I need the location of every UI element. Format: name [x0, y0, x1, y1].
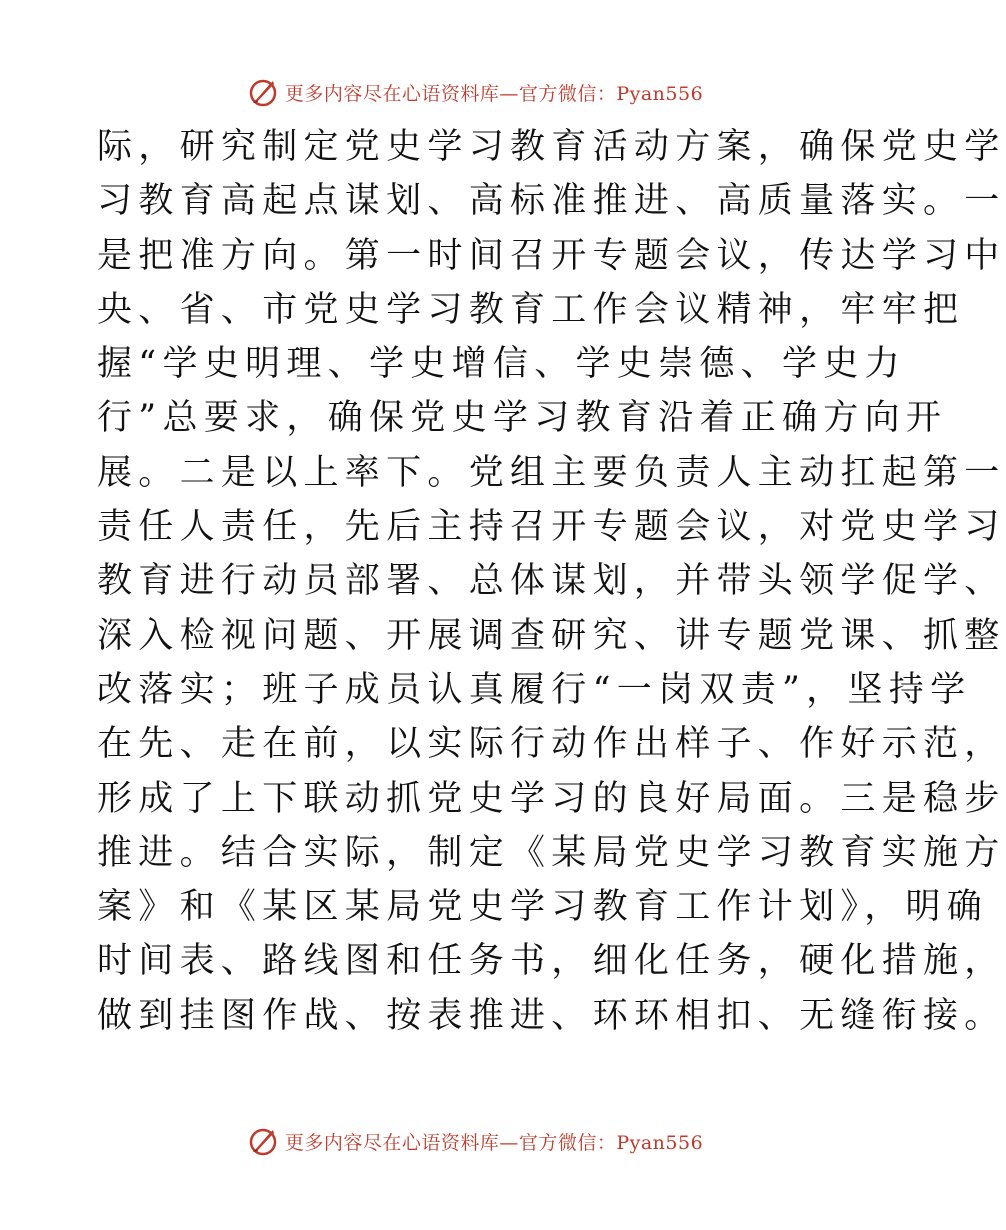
body-line: 习教育高起点谋划、高标准推进、高质量落实。一: [97, 181, 1006, 222]
body-line: 央、省、市党史学习教育工作会议精神，牢牢把: [97, 289, 965, 330]
document-body: [97, 120, 1006, 1043]
body-line: 是把准方向。第一时间召开专题会议，传达学习中: [97, 235, 1006, 276]
body-line: 展。二是以上率下。党组主要负责人主动扛起第一: [97, 452, 1006, 493]
body-line: 在先、走在前，以实际行动作出样子、作好示范，: [97, 724, 1006, 765]
body-line: 形成了上下联动抓党史学习的良好局面。三是稳步: [97, 778, 1006, 819]
body-line: 推进。结合实际，制定《某局党史学习教育实施方: [97, 832, 1006, 873]
body-line: 深入检视问题、开展调查研究、讲专题党课、抓整: [97, 615, 1006, 656]
body-line: 案》和《某区某局党史学习教育工作计划》，明确: [97, 887, 989, 928]
body-line: 责任人责任，先后主持召开专题会议，对党史学习: [97, 507, 1006, 548]
body-line: 际，研究制定党史学习教育活动方案，确保党史学: [97, 127, 1006, 167]
body-line: 教育进行动员部署、总体谋划，并带头领学促学、: [97, 561, 1006, 602]
body-line: 握“学史明理、学史增信、学史崇德、学史力: [97, 344, 906, 385]
footer-watermark-text: 更多内容尽在心语资料库—官方微信：Pyan556: [284, 1131, 704, 1154]
body-line: 改落实；班子成员认真履行“一岗双责”，坚持学: [97, 669, 972, 710]
page-header-watermark: [0, 72, 950, 112]
body-line: 做到挂图作战、按表推进、环环相扣、无缝衔接。: [97, 995, 1006, 1036]
pen-logo-icon: [247, 76, 279, 108]
page-footer-watermark: [0, 1121, 950, 1161]
body-line: 时间表、路线图和任务书，细化任务，硬化措施，: [97, 941, 1006, 982]
header-watermark-text: 更多内容尽在心语资料库—官方微信：Pyan556: [284, 82, 704, 105]
pen-logo-icon: [247, 1125, 279, 1157]
body-line: 行”总要求，确保党史学习教育沿着正确方向开: [97, 398, 948, 439]
